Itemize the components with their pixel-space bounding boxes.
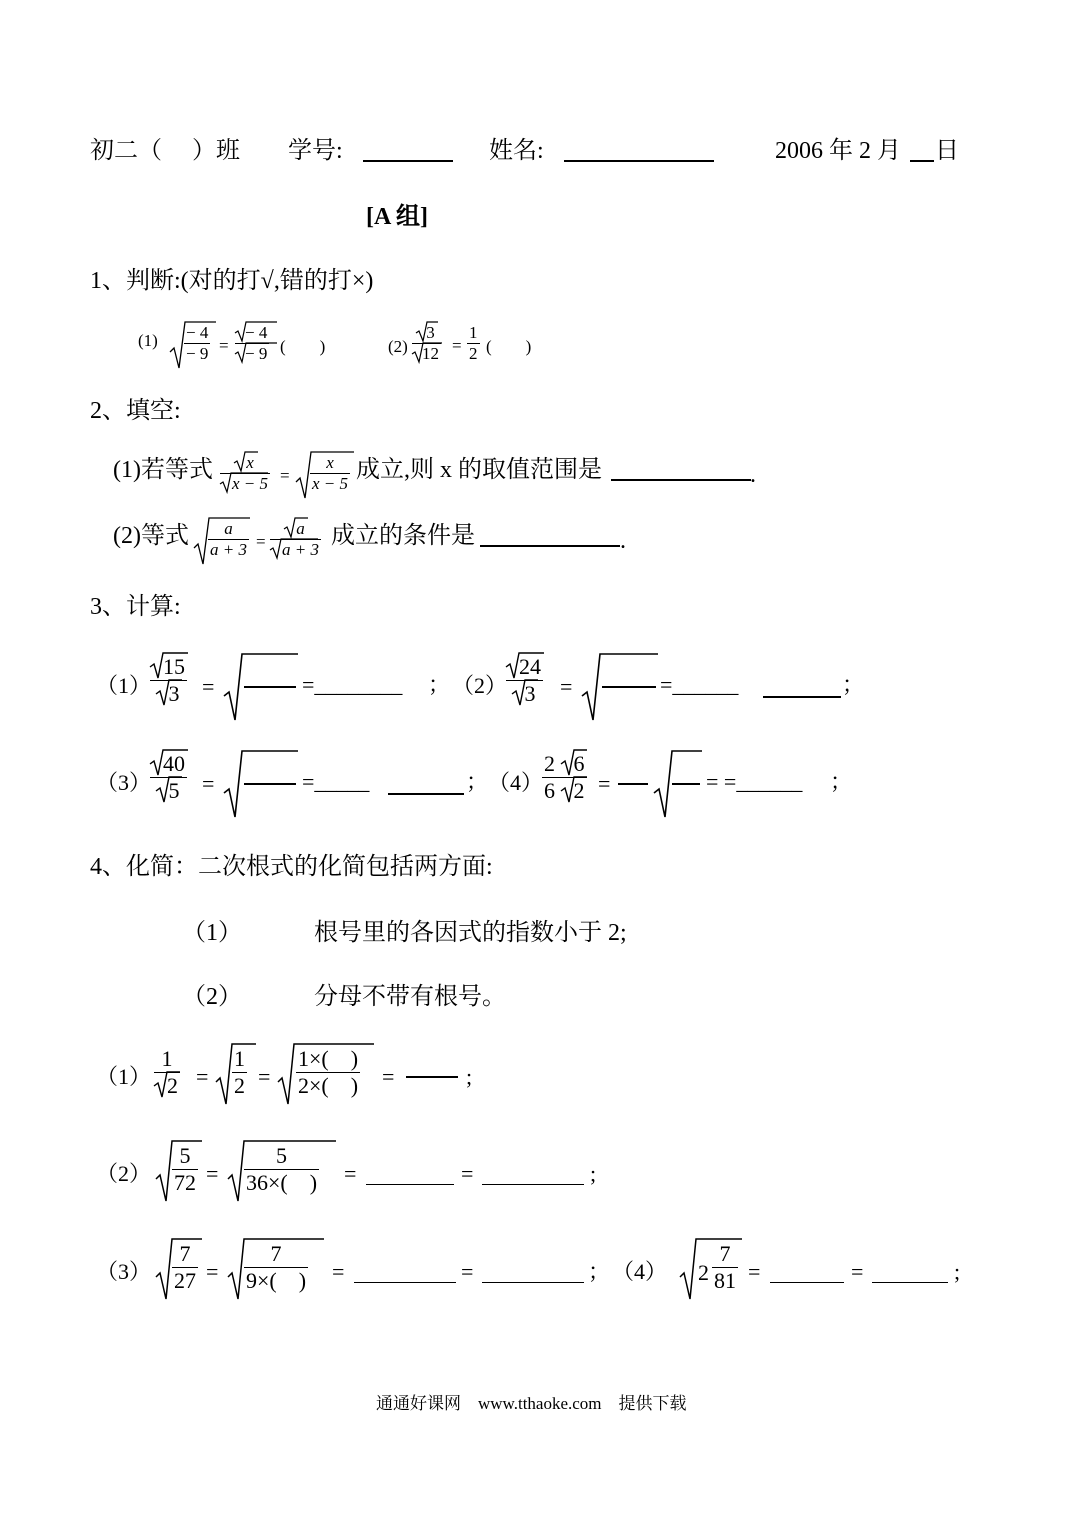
- q3-4-fraction-bar[interactable]: [672, 783, 700, 785]
- radicand: 2: [167, 1073, 178, 1098]
- radical-sign: [235, 321, 279, 343]
- fraction: [184, 323, 210, 364]
- q4-label-2: （2）: [96, 1161, 152, 1186]
- q4-4-answer-b[interactable]: [872, 1282, 948, 1283]
- fraction: [712, 1241, 738, 1294]
- radical-sign: [561, 776, 589, 804]
- numerator: [416, 323, 437, 343]
- denominator: 72: [174, 1170, 196, 1195]
- numerator: 7: [270, 1241, 282, 1266]
- numerator: 1: [469, 323, 478, 342]
- q4-1-answer-blank[interactable]: [406, 1076, 458, 1078]
- q3-label-3: （3）: [96, 770, 152, 795]
- fraction: [244, 1143, 319, 1196]
- equals-sign: =: [344, 1161, 357, 1186]
- q1-p2-bracket[interactable]: ( ): [486, 337, 532, 356]
- q4-2-answer-b[interactable]: [482, 1184, 584, 1185]
- radicand: 3: [168, 681, 180, 706]
- date-suffix: 日: [935, 138, 959, 164]
- numerator: 7: [719, 1241, 731, 1266]
- semicolon: ;: [466, 1064, 473, 1089]
- numerator: [150, 654, 187, 680]
- equals-sign: =: [382, 1064, 395, 1089]
- numerator: [542, 751, 587, 777]
- q3-3-answer-a[interactable]: =_____: [302, 769, 370, 794]
- denominator: 36×( ): [246, 1170, 318, 1195]
- group-title: [A 组]: [366, 204, 428, 230]
- radicand: 24: [519, 654, 541, 679]
- period: .: [620, 528, 626, 554]
- radical-sign: [561, 749, 589, 777]
- numerator: 1×( ): [298, 1046, 359, 1071]
- class-label: 初二（ ）班: [90, 138, 240, 164]
- radical-sign: [284, 517, 310, 539]
- denominator: [542, 778, 587, 804]
- q4-rule1-text: 根号里的各因式的指数小于 2;: [314, 920, 627, 946]
- denominator: [512, 681, 538, 707]
- denominator: [156, 681, 182, 707]
- radicand: x − 5: [232, 474, 269, 493]
- q4-2-answer-a[interactable]: [366, 1184, 454, 1185]
- q4-title: 4、化简：二次根式的化简包括两方面:: [90, 854, 493, 880]
- date-prefix: 2006 年 2 月: [775, 138, 901, 164]
- radical-sign: [512, 679, 540, 707]
- fraction: [154, 1046, 180, 1099]
- semicolon: ；: [588, 1259, 611, 1284]
- numerator: [150, 751, 187, 777]
- numerator: 1: [234, 1046, 245, 1071]
- equals-sign: =: [258, 1064, 271, 1089]
- denominator: − 9: [186, 344, 209, 363]
- semicolon: ；: [466, 769, 489, 794]
- semicolon: ；: [830, 769, 853, 794]
- q2-title: 2、填空:: [90, 398, 181, 424]
- equals-sign: =: [452, 336, 462, 355]
- q3-4-coef-bar[interactable]: [618, 783, 648, 785]
- footer-text: 通通好课网 www.tthaoke.com 提供下载: [376, 1394, 687, 1413]
- radical-sign: [150, 749, 190, 777]
- q3-label-4: （4）: [488, 770, 544, 795]
- numerator: 5: [179, 1143, 191, 1168]
- q3-1-fraction-bar[interactable]: [244, 686, 296, 688]
- denominator: [154, 1073, 180, 1099]
- denominator: [220, 474, 270, 494]
- fraction: [235, 323, 269, 364]
- mixed-whole: 2: [698, 1260, 709, 1285]
- q4-4-answer-a[interactable]: [770, 1282, 844, 1283]
- radicand: 12: [422, 344, 439, 363]
- fraction: [310, 453, 350, 494]
- equals-sign: =: [461, 1161, 474, 1186]
- denominator: [270, 540, 321, 560]
- radical-sign: [222, 652, 300, 724]
- numerator: [284, 519, 307, 539]
- radicand: 5: [168, 778, 180, 803]
- fraction: [296, 1046, 360, 1099]
- q4-3-answer-a[interactable]: [354, 1282, 456, 1283]
- q2-p1-prefix: (1)若等式: [113, 457, 213, 483]
- radicand: a: [296, 519, 305, 538]
- q3-3-fraction-bar[interactable]: [244, 783, 296, 785]
- q4-label-3: （3）: [96, 1259, 152, 1284]
- fraction: [150, 654, 187, 707]
- denominator: 2: [234, 1073, 245, 1098]
- radical-sign: [412, 342, 444, 364]
- denominator: 81: [714, 1268, 736, 1293]
- numerator: [235, 323, 269, 343]
- equals-sign: =: [256, 532, 266, 551]
- q2-p2-suffix: 成立的条件是: [331, 523, 475, 549]
- student-no-blank[interactable]: [363, 160, 453, 162]
- radical-sign: [150, 652, 190, 680]
- equals-sign: =: [206, 1161, 219, 1186]
- fraction: [150, 751, 187, 804]
- fraction: [220, 453, 270, 494]
- denominator: 2: [469, 344, 478, 363]
- q2-p2-prefix: (2)等式: [113, 523, 189, 549]
- numerator: − 4: [186, 323, 209, 342]
- name-blank[interactable]: [564, 160, 714, 162]
- equals-sign: =: [748, 1259, 761, 1284]
- fraction: [506, 654, 543, 707]
- radicand: − 4: [245, 323, 268, 342]
- equals-sign: =: [206, 1259, 219, 1284]
- radicand: a + 3: [282, 540, 319, 559]
- q4-3-answer-b[interactable]: [482, 1282, 584, 1283]
- fraction: [467, 323, 480, 364]
- denominator: x − 5: [312, 474, 349, 493]
- radicand: x: [246, 453, 254, 472]
- q3-label-1: （1）: [96, 673, 152, 698]
- numerator: 5: [276, 1143, 288, 1168]
- fraction: [232, 1046, 247, 1099]
- fraction: [270, 519, 321, 560]
- q3-2-answer-a[interactable]: =______: [660, 672, 739, 697]
- q3-2-answer-b[interactable]: [763, 696, 841, 698]
- equals-sign: =: [560, 674, 573, 699]
- radicand: 3: [426, 323, 435, 342]
- denominator: [156, 778, 182, 804]
- semicolon: ；: [842, 672, 865, 697]
- numerator: x: [326, 453, 334, 472]
- radical-sign: [506, 652, 546, 680]
- numerator: 7: [179, 1241, 191, 1266]
- radicand: 3: [524, 681, 536, 706]
- q1-p1-bracket[interactable]: ( ): [280, 337, 326, 356]
- radical-sign: [652, 749, 704, 821]
- q3-1-answer[interactable]: =________: [302, 672, 403, 697]
- fraction: [172, 1241, 198, 1294]
- radicand: 6: [573, 751, 585, 776]
- fraction: [208, 519, 249, 560]
- equals-sign: =: [598, 771, 611, 796]
- radical-sign: [220, 472, 270, 494]
- denominator: a + 3: [210, 540, 247, 559]
- q4-label-1: （1）: [96, 1064, 152, 1089]
- radical-sign: [235, 342, 279, 364]
- denominator: 2×( ): [298, 1073, 359, 1098]
- radical-sign: [234, 451, 260, 473]
- semicolon: ;: [590, 1161, 597, 1186]
- radicand: 40: [163, 751, 185, 776]
- q1-title: 1、判断:(对的打√,错的打×): [90, 268, 374, 294]
- equals-sign: =: [196, 1064, 209, 1089]
- denominator: 27: [174, 1268, 196, 1293]
- coefficient: 2: [544, 751, 555, 776]
- semicolon: ；: [428, 672, 451, 697]
- equals-sign: =: [851, 1259, 864, 1284]
- denominator: 9×( ): [246, 1268, 307, 1293]
- coefficient: 6: [544, 778, 555, 803]
- radical-sign: [416, 321, 440, 343]
- numerator: a: [224, 519, 233, 538]
- q3-3-answer-b[interactable]: [388, 793, 464, 795]
- q4-rule1-label: （1）: [182, 920, 242, 946]
- fraction: [412, 323, 441, 364]
- q3-4-answer[interactable]: = =______: [706, 769, 803, 794]
- denominator: [412, 344, 441, 364]
- name-label: 姓名:: [489, 138, 544, 164]
- q3-label-2: （2）: [452, 673, 508, 698]
- fraction: [244, 1241, 308, 1294]
- period: .: [750, 462, 756, 488]
- radical-sign: [222, 749, 300, 821]
- q3-title: 3、计算:: [90, 594, 181, 620]
- equals-sign: =: [461, 1259, 474, 1284]
- radical-sign: [580, 652, 660, 724]
- equals-sign: =: [202, 674, 215, 699]
- q2-p1-blank[interactable]: [611, 479, 751, 481]
- q4-rule2-label: （2）: [182, 984, 242, 1010]
- date-day-blank[interactable]: [910, 160, 934, 162]
- semicolon: ;: [954, 1259, 961, 1284]
- q2-p1-suffix: 成立,则 x 的取值范围是: [356, 457, 602, 483]
- q1-p2-label: (2): [388, 337, 408, 356]
- numerator: [234, 453, 256, 473]
- student-no-label: 学号:: [288, 138, 343, 164]
- denominator: [235, 344, 269, 364]
- q4-label-4: （4）: [612, 1259, 668, 1284]
- fraction: [542, 751, 587, 804]
- fraction: [172, 1143, 198, 1196]
- equals-sign: =: [332, 1259, 345, 1284]
- radicand: − 9: [245, 344, 268, 363]
- radicand: 15: [163, 654, 185, 679]
- q3-2-fraction-bar[interactable]: [602, 686, 656, 688]
- numerator: 1: [161, 1046, 173, 1071]
- radical-sign: [154, 1071, 182, 1099]
- radicand: 2: [573, 778, 585, 803]
- equals-sign: =: [280, 466, 290, 485]
- q2-p2-blank[interactable]: [480, 545, 620, 547]
- radical-sign: [156, 776, 184, 804]
- equals-sign: =: [202, 771, 215, 796]
- numerator: [506, 654, 543, 680]
- radical-sign: [156, 679, 184, 707]
- q1-p1-label: (1): [138, 331, 158, 350]
- equals-sign: =: [219, 336, 229, 355]
- q4-rule2-text: 分母不带有根号。: [314, 984, 506, 1010]
- radical-sign: [270, 538, 320, 560]
